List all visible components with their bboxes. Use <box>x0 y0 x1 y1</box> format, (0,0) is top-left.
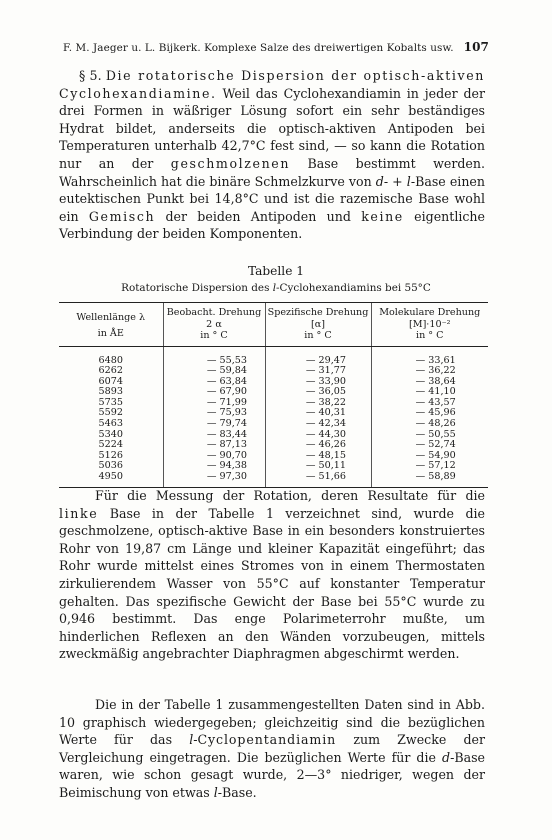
table-row <box>59 346 488 366</box>
spaced-word: geschmolzenen <box>170 155 291 171</box>
spaced-word: Gemisch <box>88 208 156 224</box>
cell-value: — 87,13 <box>206 439 247 451</box>
cell-value: — 59,84 <box>206 365 247 377</box>
cell-value: — 71,99 <box>206 396 247 408</box>
running-title: F. M. Jaeger u. L. Bijkerk. Komplexe Salze des dreiwertigen Kobalts usw. <box>63 42 454 54</box>
table-cell <box>59 346 163 366</box>
cell-value: — 48,15 <box>305 449 346 461</box>
text-run: - <box>193 732 198 748</box>
section-title: Die rotatorische Dispersion der optisch-aktiven Cyclohexandiamine. <box>59 68 485 101</box>
cell-value: — 55,53 <box>206 354 247 366</box>
italic-d: d <box>442 749 451 765</box>
cell-value: — 36,05 <box>305 386 346 398</box>
table-cell <box>163 346 265 366</box>
text-run: -Base. <box>217 784 257 800</box>
caption-text: -Cyclohexandiamins bei 55°C <box>276 282 431 294</box>
figure-paragraph <box>59 696 485 802</box>
table-cell <box>163 472 265 487</box>
cell-value: — 63,84 <box>206 375 247 387</box>
cell-value: — 83,44 <box>206 428 247 440</box>
cell-value: — 50,55 <box>415 428 456 440</box>
italic-d: d <box>375 173 384 189</box>
header-line: [M]·10⁻² <box>409 318 451 330</box>
header-wavelength <box>59 303 163 347</box>
cell-value: 5224 <box>98 439 123 451</box>
cell-value: — 33,61 <box>415 354 456 366</box>
cell-value: — 42,34 <box>305 418 346 430</box>
cell-value: — 40,31 <box>305 407 346 419</box>
header-line: in ° C <box>416 330 444 341</box>
cell-value: 6480 <box>98 354 123 366</box>
cell-value: — 38,64 <box>415 375 456 387</box>
cell-value: — 97,30 <box>206 471 247 483</box>
spaced-word: linke <box>59 505 99 521</box>
cell-value: — 50,11 <box>305 460 346 472</box>
cell-value: — 41,10 <box>415 386 456 398</box>
header-specific-rotation <box>265 303 371 347</box>
table-cell <box>265 346 371 366</box>
cell-value: 5126 <box>98 449 123 461</box>
cell-value: — 45,96 <box>415 407 456 419</box>
measurement-paragraph <box>59 487 485 663</box>
spaced-word: keine <box>361 208 404 224</box>
text-run: zum Zwecke der Vergleichung eingetragen. Die bezüglichen Werte für die <box>59 732 485 765</box>
cell-value: — 48,26 <box>415 418 456 430</box>
cell-value: 6074 <box>98 375 123 387</box>
cell-value: 5463 <box>98 418 123 430</box>
header-line: Beobacht. Drehung <box>166 307 262 318</box>
header-line: in ÅE <box>97 327 124 339</box>
cell-value: 5036 <box>98 460 123 472</box>
cell-value: — 38,22 <box>305 396 346 408</box>
cell-value: — 29,47 <box>305 354 346 366</box>
cell-value: — 75,93 <box>206 407 247 419</box>
header-line: in ° C <box>304 330 332 341</box>
header-line: Wellenlänge λ <box>76 312 146 323</box>
text-run: -Base waren, wie schon gesagt wurde, 2—3° niedriger, wegen der Beimischung von etwas <box>59 749 485 800</box>
cell-value: — 57,12 <box>415 460 456 472</box>
text-run: - + <box>383 173 407 189</box>
cell-value: — 51,66 <box>305 471 346 483</box>
italic-l: l <box>213 784 218 800</box>
table-title: Tabelle 1 <box>247 264 305 278</box>
header-line: [α] <box>311 318 325 330</box>
caption-text: Rotatorische Dispersion des <box>121 282 273 294</box>
rotation-table <box>59 302 488 488</box>
cell-value: — 79,74 <box>206 418 247 430</box>
cell-value: — 33,90 <box>305 375 346 387</box>
cell-value: — 90,70 <box>206 449 247 461</box>
table-header-row <box>59 303 488 347</box>
italic-l: l <box>189 732 194 748</box>
text-run: der beiden Antipoden und <box>155 208 362 224</box>
cell-value: — 67,90 <box>206 386 247 398</box>
table-cell <box>265 472 371 487</box>
table-cell <box>371 346 488 366</box>
text-run: Weil das Cyclohexandiamin in jeder der drei Formen in wäßriger Lösung sofort ein sehr beständiges Hydrat bildet, anderseits die optisch-aktiven Antipoden bei Temperaturen unterhalb 42,7°C fest sind, — so kann die Rotation nur an der <box>59 85 485 171</box>
cell-value: 5893 <box>98 386 123 398</box>
running-header <box>63 40 489 54</box>
header-molecular-rotation <box>371 303 488 347</box>
section-5-paragraph <box>59 67 485 243</box>
cell-value: 5592 <box>98 407 123 419</box>
text-run: Base in der Tabelle 1 verzeichnet sind, wurde die geschmolzene, optisch-aktive Base in ein besonders konstruiertes Rohr von 19,87 cm Länge und kleiner Kapazität eingeführt; das Rohr wurde mittelst eines Stromes von in einem Thermostaten zirkulierendem Wasser von 55°C auf konstanter Temperatur gehalten. Das spezifische Gewicht der Base bei 55°C wurde zu 0,946 bestimmt. Das enge Polarimeterrohr mußte, um hinderlichen Reflexen an den Wänden vorzubeugen, mittels zweckmäßig angebrachter Diaphragmen abgeschirmt werden. <box>59 505 485 662</box>
cell-value: 6262 <box>98 365 123 377</box>
header-observed-rotation <box>163 303 265 347</box>
cell-value: — 46,26 <box>305 439 346 451</box>
cell-value: 5735 <box>98 396 123 408</box>
cell-value: — 31,77 <box>305 365 346 377</box>
cell-value: — 43,57 <box>415 396 456 408</box>
cell-value: — 54,90 <box>415 449 456 461</box>
text-run: Base bestimmt werden. Wahrscheinlich hat die binäre Schmelzkurve von <box>59 155 485 189</box>
text-run: -Base einen eutektischen Punkt bei 14,8°C und ist die razemische Base wohl ein <box>59 173 485 224</box>
header-line: in ° C <box>200 330 228 341</box>
page-number: 107 <box>463 40 489 54</box>
cell-value: — 58,89 <box>415 471 456 483</box>
text-run: eigentliche Verbindung der beiden Komponenten. <box>59 208 485 242</box>
cell-value: — 36,22 <box>415 365 456 377</box>
table-body <box>59 346 488 487</box>
cell-value: 5340 <box>98 428 123 440</box>
header-line: Spezifische Drehung <box>267 307 369 318</box>
italic-l: l <box>406 173 411 189</box>
text-run: Für die Messung der Rotation, deren Resultate für die <box>95 488 485 503</box>
table-cell <box>371 472 488 487</box>
cell-value: — 44,30 <box>305 428 346 440</box>
table-caption <box>0 282 552 294</box>
table-cell <box>59 472 163 487</box>
cell-value: — 94,38 <box>206 460 247 472</box>
section-number: § 5. <box>79 68 102 83</box>
text-run: Die in der Tabelle 1 zusammengestellten Daten sind in Abb. 10 graphisch wiedergegeben; gleichzeitig sind die bezüglichen Werte für das <box>59 697 485 748</box>
cell-value: — 52,74 <box>415 439 456 451</box>
spaced-word: Cyclopentandiamin <box>197 732 337 748</box>
table-row <box>59 472 488 487</box>
cell-value: 4950 <box>98 471 123 483</box>
header-line: Molekulare Drehung <box>379 307 481 318</box>
italic-l: l <box>272 282 277 294</box>
header-line: 2 α <box>206 318 222 330</box>
